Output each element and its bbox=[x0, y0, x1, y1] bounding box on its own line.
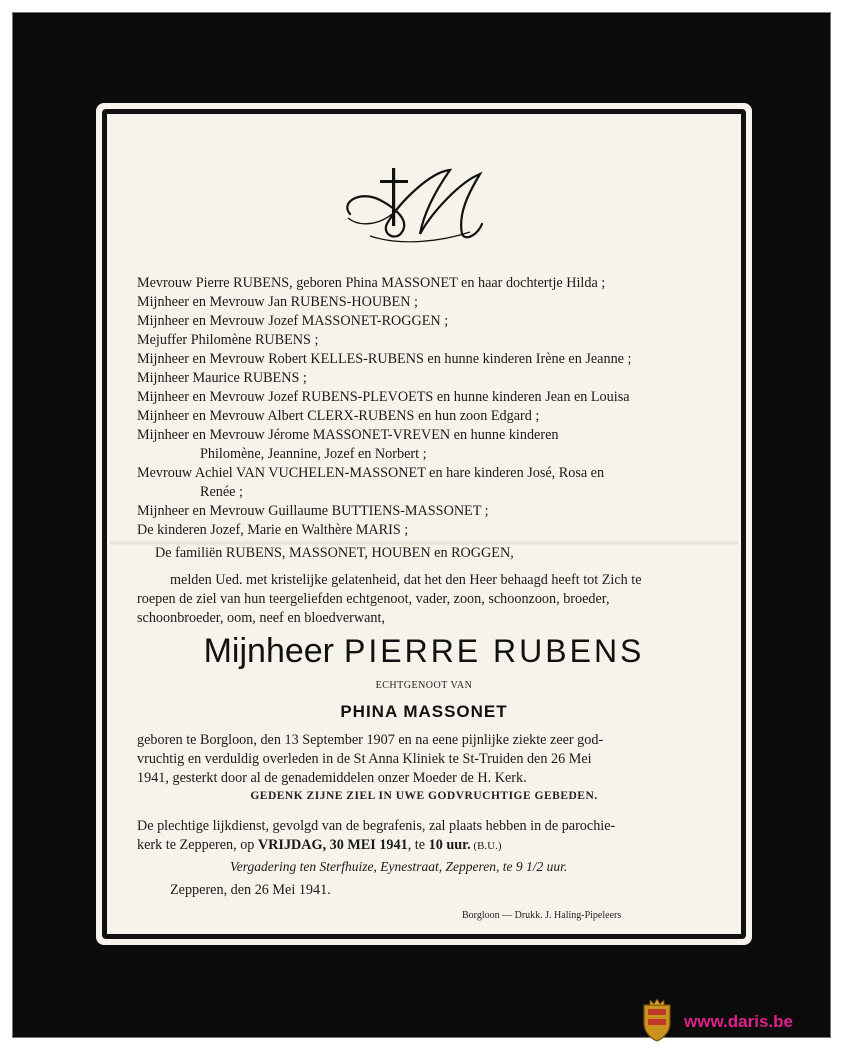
family-line-5: Mijnheer en Mevrouw Robert KELLES-RUBENS en hunne kinderen Irène en Jeanne ; bbox=[137, 351, 632, 367]
place-date: Zepperen, den 26 Mei 1941. bbox=[170, 882, 331, 898]
funeral-line-2-mid: , te bbox=[407, 837, 429, 853]
coat-of-arms-icon bbox=[640, 997, 674, 1043]
funeral-line-2 bbox=[137, 837, 502, 855]
bio-line-1: geboren te Borgloon, den 13 September 1907 en na eene pijnlijke ziekte zeer god- bbox=[137, 732, 604, 748]
announce-line-3: schoonbroeder, oom, neef en bloedverwant, bbox=[137, 610, 386, 626]
families-line: De familiën RUBENS, MASSONET, HOUBEN en ROGGEN, bbox=[155, 545, 514, 561]
family-line-10: Philomène, Jeannine, Jozef en Norbert ; bbox=[200, 446, 427, 462]
family-line-1: Mevrouw Pierre RUBENS, geboren Phina MASSONET en haar dochtertje Hilda ; bbox=[137, 275, 606, 291]
funeral-line-2-post: (B.U.) bbox=[470, 840, 502, 852]
family-line-4: Mejuffer Philomène RUBENS ; bbox=[137, 332, 319, 348]
gathering-line: Vergadering ten Sterfhuize, Eynestraat, Zepperen, te 9 1/2 uur. bbox=[230, 859, 568, 874]
family-line-12: Renée ; bbox=[200, 484, 243, 500]
family-line-14: De kinderen Jozef, Marie en Walthère MARIS ; bbox=[137, 522, 409, 538]
family-line-13: Mijnheer en Mevrouw Guillaume BUTTIENS-MASSONET ; bbox=[137, 503, 489, 519]
prayer-request: GEDENK ZIJNE ZIEL IN UWE GODVRUCHTIGE GEBEDEN. bbox=[250, 790, 598, 802]
announce-line-1: melden Ued. met kristelijke gelatenheid, dat het den Heer behaagd heeft tot Zich te bbox=[170, 572, 642, 588]
funeral-date: VRIJDAG, 30 MEI 1941 bbox=[257, 837, 408, 853]
bio-line-3: 1941, gesterkt door al de genademiddelen onzer Moeder de H. Kerk. bbox=[137, 770, 527, 786]
funeral-time: 10 uur. bbox=[428, 837, 471, 853]
funeral-line-1: De plechtige lijkdienst, gevolgd van de begrafenis, zal plaats hebben in de parochie- bbox=[137, 818, 616, 834]
deceased-fullname: PIERRE RUBENS bbox=[344, 633, 645, 669]
cross-monogram-icon bbox=[340, 162, 500, 252]
family-line-9: Mijnheer en Mevrouw Jérome MASSONET-VREVEN en hunne kinderen bbox=[137, 427, 559, 443]
family-line-8: Mijnheer en Mevrouw Albert CLERX-RUBENS en hun zoon Edgard ; bbox=[137, 408, 540, 424]
spouse-of-label: ECHTGENOOT VAN bbox=[375, 680, 473, 691]
website-watermark: www.daris.be bbox=[684, 1012, 793, 1031]
deceased-name bbox=[96, 632, 752, 671]
printer-credit: Borgloon — Drukk. J. Haling-Pipeleers bbox=[462, 910, 622, 921]
deceased-prefix: Mijnheer bbox=[203, 632, 334, 670]
family-line-2: Mijnheer en Mevrouw Jan RUBENS-HOUBEN ; bbox=[137, 294, 418, 310]
spouse-name: PHINA MASSONET bbox=[340, 702, 508, 721]
family-line-6: Mijnheer Maurice RUBENS ; bbox=[137, 370, 307, 386]
family-line-11: Mevrouw Achiel VAN VUCHELEN-MASSONET en hare kinderen José, Rosa en bbox=[137, 465, 605, 481]
announce-line-2: roepen de ziel van hun teergeliefden echtgenoot, vader, zoon, schoonzoon, broeder, bbox=[137, 591, 610, 607]
bio-line-2: vruchtig en verduldig overleden in de St Anna Kliniek te St-Truiden den 26 Mei bbox=[137, 751, 592, 767]
funeral-line-2-pre: kerk te Zepperen, op bbox=[137, 837, 258, 853]
family-line-3: Mijnheer en Mevrouw Jozef MASSONET-ROGGEN ; bbox=[137, 313, 449, 329]
family-line-7: Mijnheer en Mevrouw Jozef RUBENS-PLEVOETS en hunne kinderen Jean en Louisa bbox=[137, 389, 630, 405]
